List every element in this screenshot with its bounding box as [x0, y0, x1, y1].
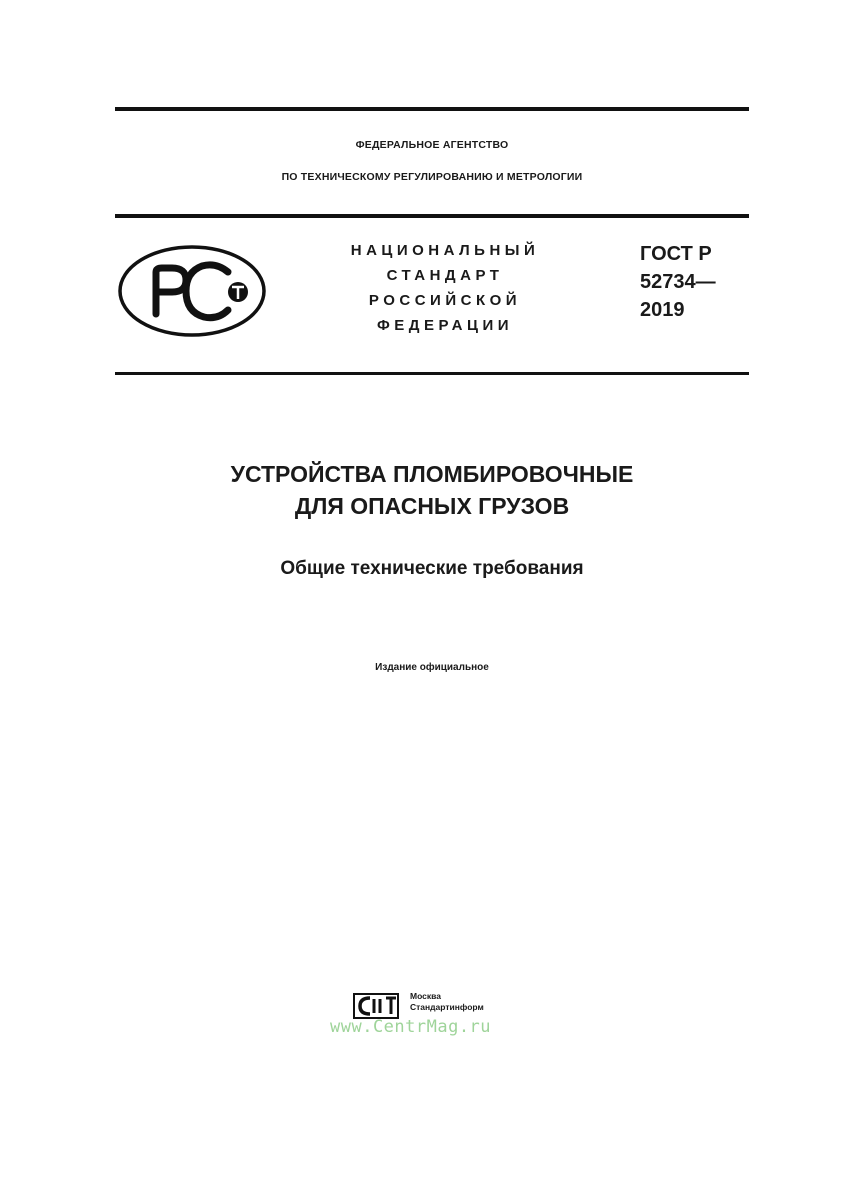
title-line-1: УСТРОЙСТВА ПЛОМБИРОВОЧНЫЕ — [230, 461, 634, 487]
rst-logo-icon — [116, 242, 268, 345]
gost-line-2: 52734— — [640, 271, 716, 293]
title-line-2: ДЛЯ ОПАСНЫХ ГРУЗОВ — [294, 493, 570, 519]
publisher-city: Москва — [410, 991, 441, 1001]
national-standard-line-2: СТАНДАРТ — [386, 267, 504, 284]
document-subtitle: Общие технические требования — [280, 558, 584, 579]
edition-note: Издание официальное — [375, 662, 489, 673]
national-standard-line-3: РОССИЙСКОЙ — [368, 292, 522, 309]
gost-line-3: 2019 — [640, 299, 685, 321]
national-standard-block — [340, 238, 550, 338]
gost-designation — [640, 240, 716, 324]
national-standard-line-1: НАЦИОНАЛЬНЫЙ — [350, 242, 540, 259]
document-title — [115, 458, 749, 522]
national-standard-line-4: ФЕДЕРАЦИИ — [376, 317, 514, 334]
watermark-text: www.CentrMag.ru — [330, 1017, 492, 1037]
standard-rule — [115, 372, 749, 375]
top-rule — [115, 107, 749, 111]
agency-line-2: ПО ТЕХНИЧЕСКОМУ РЕГУЛИРОВАНИЮ И МЕТРОЛОГИИ — [281, 171, 583, 183]
gost-line-1: ГОСТ Р — [640, 243, 712, 265]
publisher-info — [410, 991, 484, 1013]
publisher-name: Стандартинформ — [410, 1002, 484, 1012]
header-rule — [115, 214, 749, 218]
agency-line-1: ФЕДЕРАЛЬНОЕ АГЕНТСТВО — [355, 139, 509, 151]
